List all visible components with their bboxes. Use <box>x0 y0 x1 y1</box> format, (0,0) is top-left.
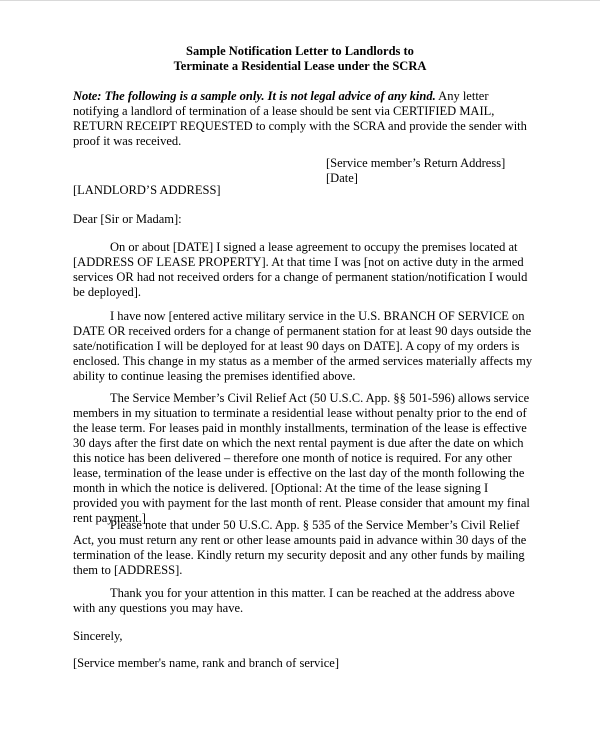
signature-line: [Service member's name, rank and branch of service] <box>73 656 340 670</box>
paragraph-thank-you: Thank you for your attention in this matter. I can be reached at the address above with any questions you may have. <box>73 586 515 615</box>
paragraph-scra-rights: The Service Member’s Civil Relief Act (50 U.S.C. App. §§ 501-596) allows service members in my situation to terminate a residential lease without penalty prior to the end of the lease term. For leases paid in monthly installments, termination of the lease is effective 30 days after the first date on which the next rental payment is due after the date on which this notice has been delivered – therefore one month of notice is required. For any other lease, termination of the lease under is effective on the last day of the month following the month in which the notice is delivered. [Optional: At the time of the lease signing I provided you with payment for the last month of rent. Please consider that amount my final rent payment.] <box>73 391 530 525</box>
date-line: [Date] <box>326 171 358 185</box>
document-title <box>0 44 600 74</box>
paragraph-deposit-return: Please note that under 50 U.S.C. App. § 535 of the Service Member’s Civil Relief Act, you must return any rent or other lease amounts paid in advance within 30 days of the termination of the lease. Kindly return my security deposit and any other funds by mailing them to [ADDRESS]. <box>73 518 527 577</box>
landlord-address: [LANDLORD’S ADDRESS] <box>73 183 221 197</box>
disclaimer-note <box>73 89 533 149</box>
title-line-2: Terminate a Residential Lease under the SCRA <box>173 59 427 73</box>
return-address <box>326 156 505 186</box>
return-address-line: [Service member’s Return Address] <box>326 156 506 170</box>
note-text: Any letter notifying a landlord of termination of a lease should be sent via CERTIFIED MAIL, RETURN RECEIPT REQUESTED to comply with the SCRA and provide the sender with proof it was received. <box>73 89 527 148</box>
closing: Sincerely, <box>73 629 123 643</box>
note-emphasis: Note: The following is a sample only. It is not legal advice of any kind. <box>73 89 436 103</box>
salutation: Dear [Sir or Madam]: <box>73 212 182 226</box>
paragraph-lease-agreement: On or about [DATE] I signed a lease agreement to occupy the premises located at [ADDRESS OF LEASE PROPERTY]. At that time I was [not on active duty in the armed services OR had not received orders for a change of permanent station/notification I would be deployed]. <box>73 240 528 299</box>
title-line-1: Sample Notification Letter to Landlords to <box>186 44 414 58</box>
paragraph-status-change: I have now [entered active military service in the U.S. BRANCH OF SERVICE on DATE OR received orders for a change of permanent station for at least 90 days outside the sate/notification I will be deployed for at least 90 days on DATE]. A copy of my orders is enclosed. This change in my status as a member of the armed services materially affects my ability to continue leasing the premises identified above. <box>73 309 533 383</box>
